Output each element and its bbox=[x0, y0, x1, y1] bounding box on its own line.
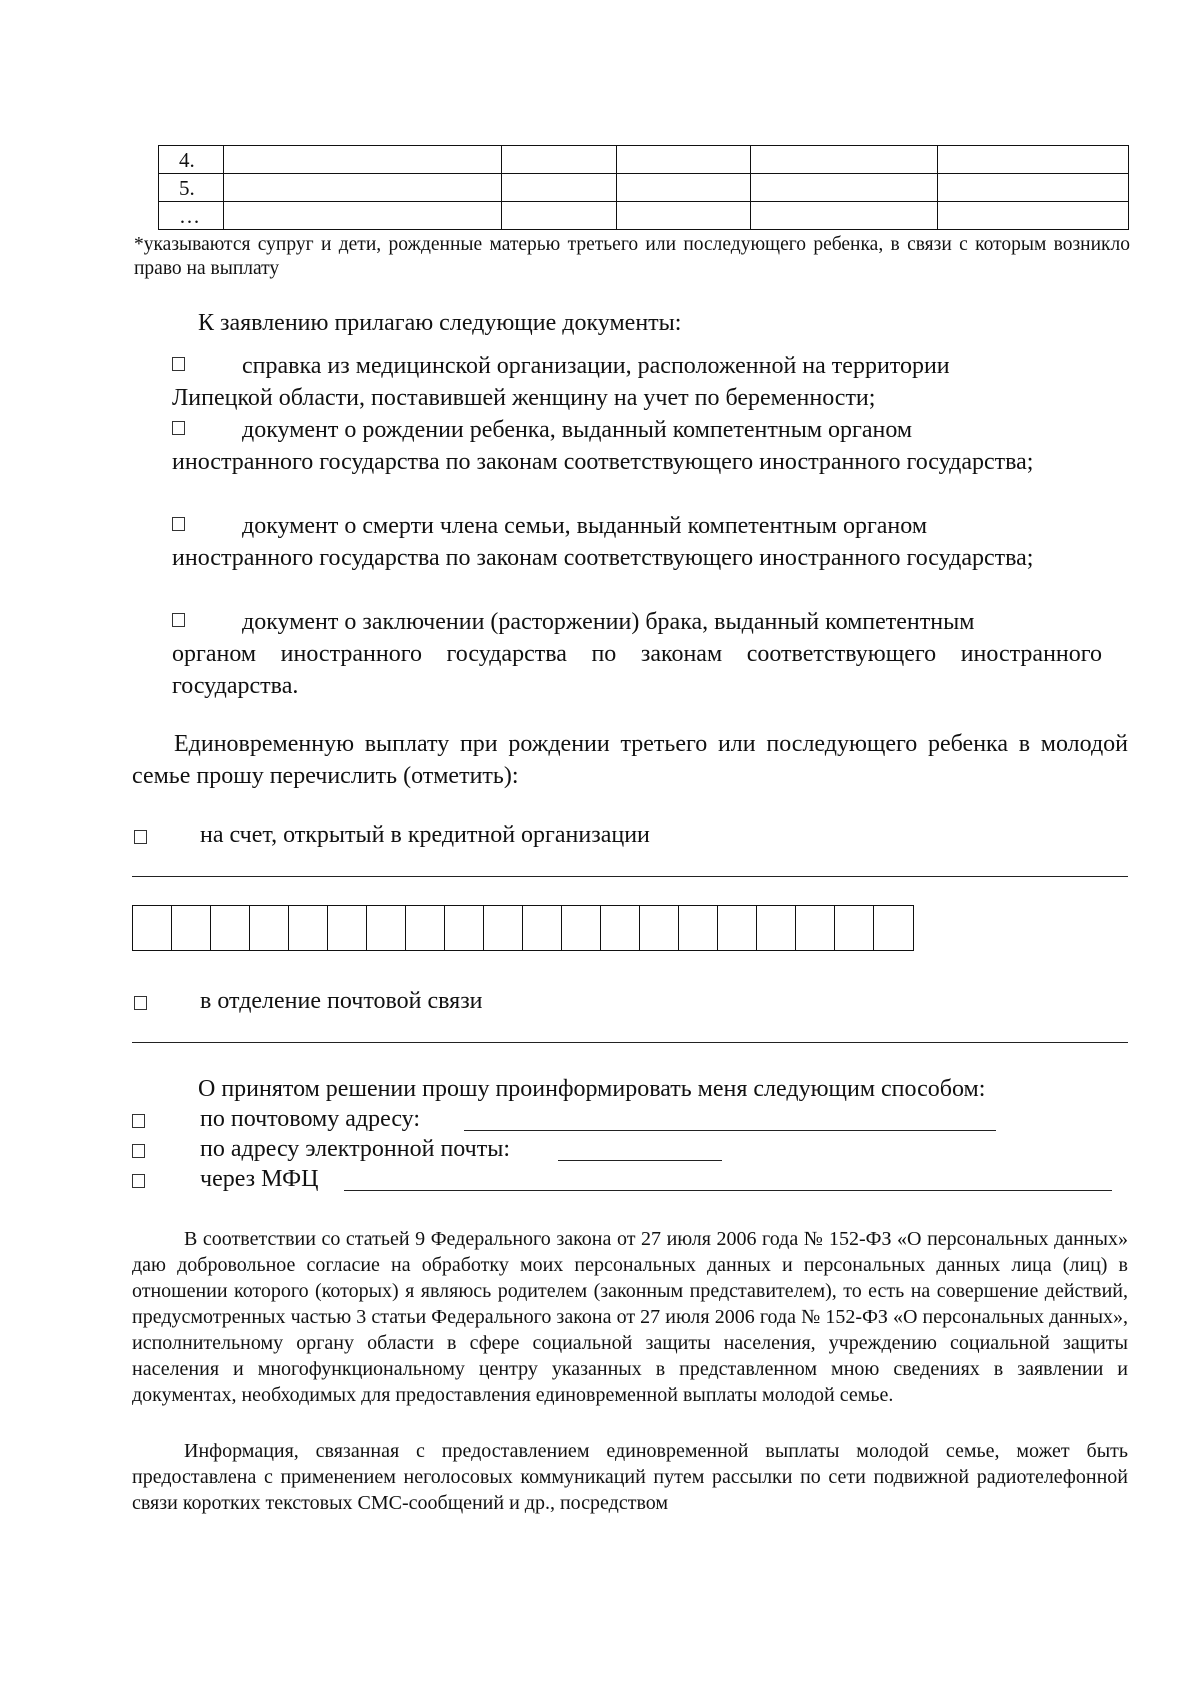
notify-mfc-checkbox[interactable] bbox=[132, 1174, 145, 1188]
post-option-label: в отделение почтовой связи bbox=[200, 988, 483, 1014]
checkbox[interactable] bbox=[172, 357, 185, 371]
account-digit-cell[interactable] bbox=[250, 906, 289, 950]
checkbox[interactable] bbox=[172, 517, 185, 531]
document-item-death bbox=[172, 510, 1102, 574]
payment-intro: Единовременную выплату при рождении третьего или последующего ребенка в молодой семье прошу перечислить (отметить): bbox=[132, 731, 1128, 789]
account-digit-cell[interactable] bbox=[367, 906, 406, 950]
sms-info-paragraph: Информация, связанная с предоставлением единовременной выплаты молодой семье, может быть предоставлена с применением неголосовых коммуникаций путем рассылки по сети подвижной радиотелефонной связи коротких текстовых СМС-сообщений и др., посредством bbox=[132, 1440, 1128, 1514]
account-digit-cell[interactable] bbox=[796, 906, 835, 950]
table-cell[interactable] bbox=[938, 146, 1129, 174]
document-item-text: документ о рождении ребенка, выданный компетентным органом bbox=[242, 417, 913, 443]
table-cell[interactable] bbox=[502, 202, 617, 230]
account-digit-cell[interactable] bbox=[172, 906, 211, 950]
account-digit-cell[interactable] bbox=[406, 906, 445, 950]
table-cell[interactable] bbox=[502, 174, 617, 202]
table-cell[interactable] bbox=[617, 174, 751, 202]
table-row bbox=[159, 202, 1129, 230]
consent-paragraph: В соответствии со статьей 9 Федерального закона от 27 июля 2006 года № 152-ФЗ «О персональных данных» даю добровольное согласие на обработку моих персональных данных и персональных данных лица (лиц) в отношении которого (которых) я являюсь родителем (законным представителем), то есть на совершение действий, предусмотренных частью 3 статьи Федерального закона от 27 июля 2006 года № 152-ФЗ «О персональных данных», исполнительному органу области в сфере социальной защиты населения, учреждению социальной защиты населения и многофункциональному центру указанных в представленном мною сведениях в заявлении и документах, необходимых для предоставления единовременной выплаты молодой семье. bbox=[132, 1228, 1128, 1406]
family-members-table bbox=[158, 145, 1129, 230]
document-item-text-rest: Липецкой области, поставившей женщину на учет по беременности; bbox=[172, 385, 876, 411]
table-cell[interactable] bbox=[617, 146, 751, 174]
document-item-text-rest: иностранного государства по законам соответствующего иностранного государства; bbox=[172, 545, 1034, 571]
row-number: 4. bbox=[159, 146, 224, 174]
document-item-marriage bbox=[172, 606, 1102, 702]
table-cell[interactable] bbox=[938, 202, 1129, 230]
account-number-grid[interactable] bbox=[132, 905, 914, 951]
account-digit-cell[interactable] bbox=[679, 906, 718, 950]
account-digit-cell[interactable] bbox=[523, 906, 562, 950]
notify-email-label: по адресу электронной почты: bbox=[200, 1136, 511, 1162]
mfc-line[interactable] bbox=[344, 1190, 1112, 1191]
account-digit-cell[interactable] bbox=[757, 906, 796, 950]
account-digit-cell[interactable] bbox=[133, 906, 172, 950]
checkbox[interactable] bbox=[172, 613, 185, 627]
document-item-text: справка из медицинской организации, расположенной на территории bbox=[242, 353, 950, 379]
post-office-line[interactable] bbox=[132, 1042, 1128, 1043]
table-cell[interactable] bbox=[617, 202, 751, 230]
documents-heading: К заявлению прилагаю следующие документы: bbox=[198, 310, 682, 336]
account-digit-cell[interactable] bbox=[718, 906, 757, 950]
row-number: … bbox=[159, 202, 224, 230]
document-item-text-rest: иностранного государства по законам соответствующего иностранного государства; bbox=[172, 449, 1034, 475]
table-cell[interactable] bbox=[938, 174, 1129, 202]
notify-mail-label: по почтовому адресу: bbox=[200, 1106, 421, 1132]
bank-option-checkbox[interactable] bbox=[134, 830, 147, 844]
table-cell[interactable] bbox=[224, 174, 502, 202]
row-number: 5. bbox=[159, 174, 224, 202]
notify-intro: О принятом решении прошу проинформировать меня следующим способом: bbox=[198, 1076, 986, 1102]
table-row bbox=[159, 174, 1129, 202]
table-cell[interactable] bbox=[224, 146, 502, 174]
table-cell[interactable] bbox=[224, 202, 502, 230]
notify-mail-checkbox[interactable] bbox=[132, 1114, 145, 1128]
account-digit-cell[interactable] bbox=[211, 906, 250, 950]
account-digit-cell[interactable] bbox=[328, 906, 367, 950]
notify-email-checkbox[interactable] bbox=[132, 1144, 145, 1158]
account-digit-cell[interactable] bbox=[601, 906, 640, 950]
document-item-text-rest: органом иностранного государства по законам соответствующего иностранного государства. bbox=[172, 641, 1102, 699]
mail-address-line[interactable] bbox=[464, 1130, 996, 1131]
checkbox[interactable] bbox=[172, 421, 185, 435]
account-digit-cell[interactable] bbox=[484, 906, 523, 950]
table-cell[interactable] bbox=[751, 174, 938, 202]
post-option-checkbox[interactable] bbox=[134, 996, 147, 1010]
document-item-birth bbox=[172, 414, 1102, 478]
account-digit-cell[interactable] bbox=[640, 906, 679, 950]
notify-mfc-label: через МФЦ bbox=[200, 1166, 319, 1192]
table-footnote: *указываются супруг и дети, рожденные матерью третьего или последующего ребенка, в связи с которым возникло право на выплату bbox=[134, 234, 1130, 279]
account-digit-cell[interactable] bbox=[445, 906, 484, 950]
account-digit-cell[interactable] bbox=[562, 906, 601, 950]
table-row bbox=[159, 146, 1129, 174]
bank-name-line[interactable] bbox=[132, 876, 1128, 877]
document-item-text: документ о смерти члена семьи, выданный компетентным органом bbox=[242, 513, 928, 539]
document-item-text: документ о заключении (расторжении) брака, выданный компетентным bbox=[242, 609, 975, 635]
account-digit-cell[interactable] bbox=[289, 906, 328, 950]
table-cell[interactable] bbox=[502, 146, 617, 174]
document-item-medical bbox=[172, 350, 1102, 414]
table-cell[interactable] bbox=[751, 202, 938, 230]
email-address-line[interactable] bbox=[558, 1160, 722, 1161]
table-cell[interactable] bbox=[751, 146, 938, 174]
bank-option-label: на счет, открытый в кредитной организации bbox=[200, 822, 650, 848]
account-digit-cell[interactable] bbox=[874, 906, 913, 950]
account-digit-cell[interactable] bbox=[835, 906, 874, 950]
